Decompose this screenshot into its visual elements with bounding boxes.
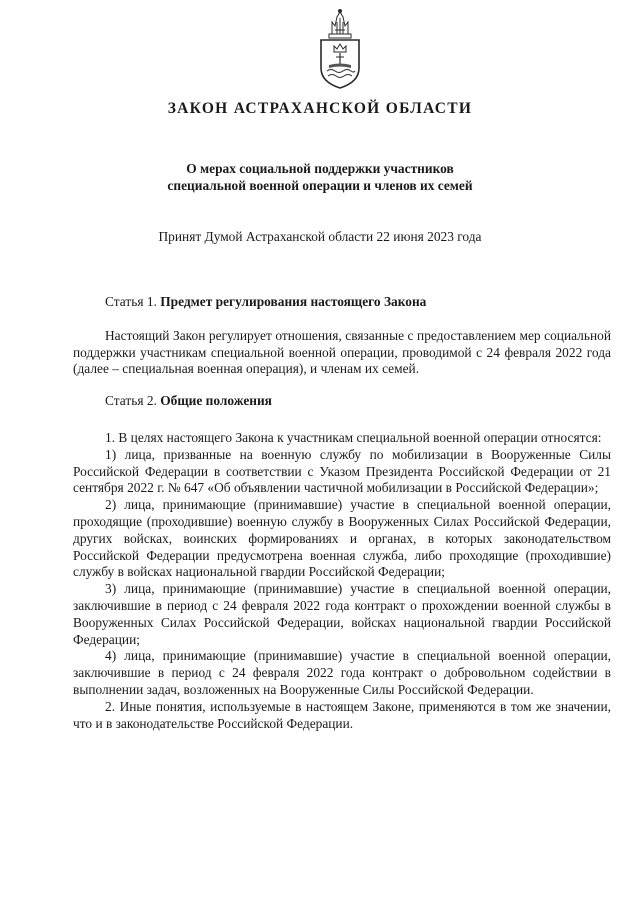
article-title: Предмет регулирования настоящего Закона [160, 294, 427, 309]
law-subtitle [0, 160, 640, 194]
article-label: Статья 1. [105, 294, 157, 309]
adoption-statement: Принят Думой Астраханской области 22 июня 2023 года [158, 229, 482, 244]
list-item: 1) лица, призванные на военную службу по мобилизации в Вооруженные Силы Российской Федерации в соответствии с Указом Президента Российской Федерации от 21 сентября 2022 г. № 647 «Об объявлении частичной мобилизации в Российской Федерации»; [73, 446, 611, 496]
list-item: 3) лица, принимающие (принимавшие) участие в специальной военной операции, заключившие в период с 24 февраля 2022 года контракт о прохождении военной службы в Вооруженных Силах Российской Федерации, войсках национальной гвардии Российской Федерации; [73, 581, 611, 647]
law-title: ЗАКОН АСТРАХАНСКОЙ ОБЛАСТИ [167, 100, 473, 117]
subtitle-line: специальной военной операции и членов их семей [167, 178, 473, 193]
article-paragraph: 2. Иные понятия, используемые в настоящем Законе, применяются в том же значении, что и в законодательстве Российской Федерации. [73, 698, 611, 731]
coat-of-arms-icon [317, 8, 363, 90]
article-label: Статья 2. [105, 393, 157, 409]
article-paragraph: 1. В целях настоящего Закона к участникам специальной военной операции относятся: [105, 429, 602, 445]
article-1-heading [73, 294, 611, 311]
article-2-heading [73, 393, 611, 410]
law-body [73, 294, 611, 732]
article-title: Общие положения [160, 393, 272, 409]
list-item: 4) лица, принимающие (принимавшие) участие в специальной военной операции, заключившие в период с 24 февраля 2022 года контракт о добровольном содействии в выполнении задач, возложенных на Вооруженные Силы Российской Федерации. [73, 648, 611, 697]
list-item: 2) лица, принимающие (принимавшие) участие в специальной военной операции, проходящие (проходившие) военную службу в Вооруженных Силах Российской Федерации, других войсках, воинских формированиях и органах, в которых законодательством Российской Федерации предусмотрена военная служба, либо проходящие (проходившие) службу в войсках национальной гвардии Российской Федерации; [73, 497, 611, 580]
subtitle-line: О мерах социальной поддержки участников [186, 161, 454, 176]
article-paragraph: Настоящий Закон регулирует отношения, связанные с предоставлением мер социальной поддержки участникам специальной военной операции, проводимой с 24 февраля 2022 года (далее – специальная военная операция), и членам их семей. [73, 327, 611, 377]
